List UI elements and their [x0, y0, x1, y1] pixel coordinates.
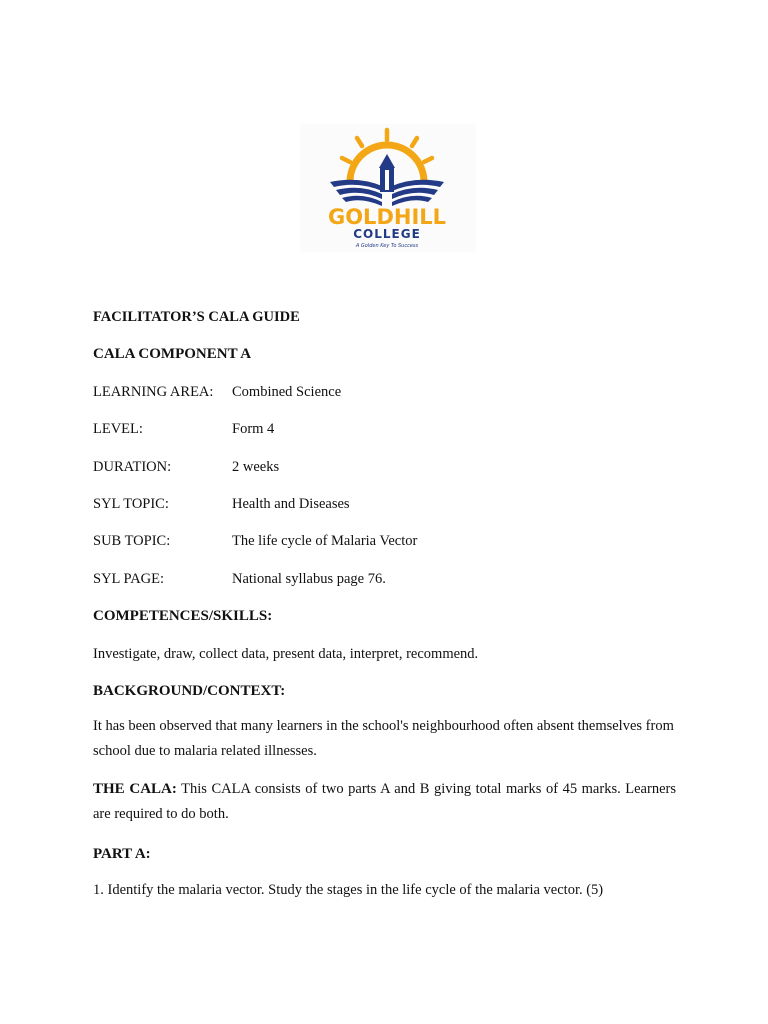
field-duration	[93, 458, 279, 476]
field-label: LEARNING AREA:	[93, 384, 214, 400]
field-value: The life cycle of Malaria Vector	[232, 533, 418, 549]
background-heading: BACKGROUND/CONTEXT:	[93, 683, 286, 699]
part-a-item-1: 1. Identify the malaria vector. Study the stages in the life cycle of the malaria vector. (5)	[93, 882, 604, 898]
logo-graphic	[300, 124, 476, 252]
component-heading: CALA COMPONENT A	[93, 346, 252, 362]
logo-name-line2: COLLEGE	[353, 227, 421, 241]
field-label: SUB TOPIC:	[93, 533, 171, 549]
field-value: 2 weeks	[232, 459, 280, 475]
field-label: DURATION:	[93, 459, 172, 475]
field-level	[93, 420, 274, 438]
field-value: Combined Science	[232, 384, 342, 400]
the-cala-heading: THE CALA:	[93, 781, 177, 797]
the-cala-text: This CALA consists of two parts A and B giving total marks of 45 marks. Learners are required to do both.	[93, 781, 676, 822]
field-label: SYL TOPIC:	[93, 496, 169, 512]
competences-heading: COMPETENCES/SKILLS:	[93, 608, 273, 624]
field-value: Form 4	[232, 421, 275, 437]
goldhill-college-logo	[300, 124, 476, 252]
field-value: Health and Diseases	[232, 496, 350, 512]
field-learning-area	[93, 383, 341, 401]
the-cala-paragraph	[93, 777, 676, 827]
logo-name-line1: GOLDHILL	[327, 205, 447, 229]
guide-title: FACILITATOR’S CALA GUIDE	[93, 309, 300, 325]
field-syl-page	[93, 570, 386, 588]
field-value: National syllabus page 76.	[232, 571, 386, 587]
field-syl-topic	[93, 495, 350, 513]
background-text: It has been observed that many learners in the school's neighbourhood often absent themselves from school due to malaria related illnesses.	[93, 718, 674, 759]
competences-text: Investigate, draw, collect data, present data, interpret, recommend.	[93, 646, 479, 662]
field-label: SYL PAGE:	[93, 571, 165, 587]
field-sub-topic	[93, 532, 417, 550]
logo-tagline: A Golden Key To Success	[355, 243, 419, 249]
part-a-heading: PART A:	[93, 846, 151, 862]
field-label: LEVEL:	[93, 421, 143, 437]
